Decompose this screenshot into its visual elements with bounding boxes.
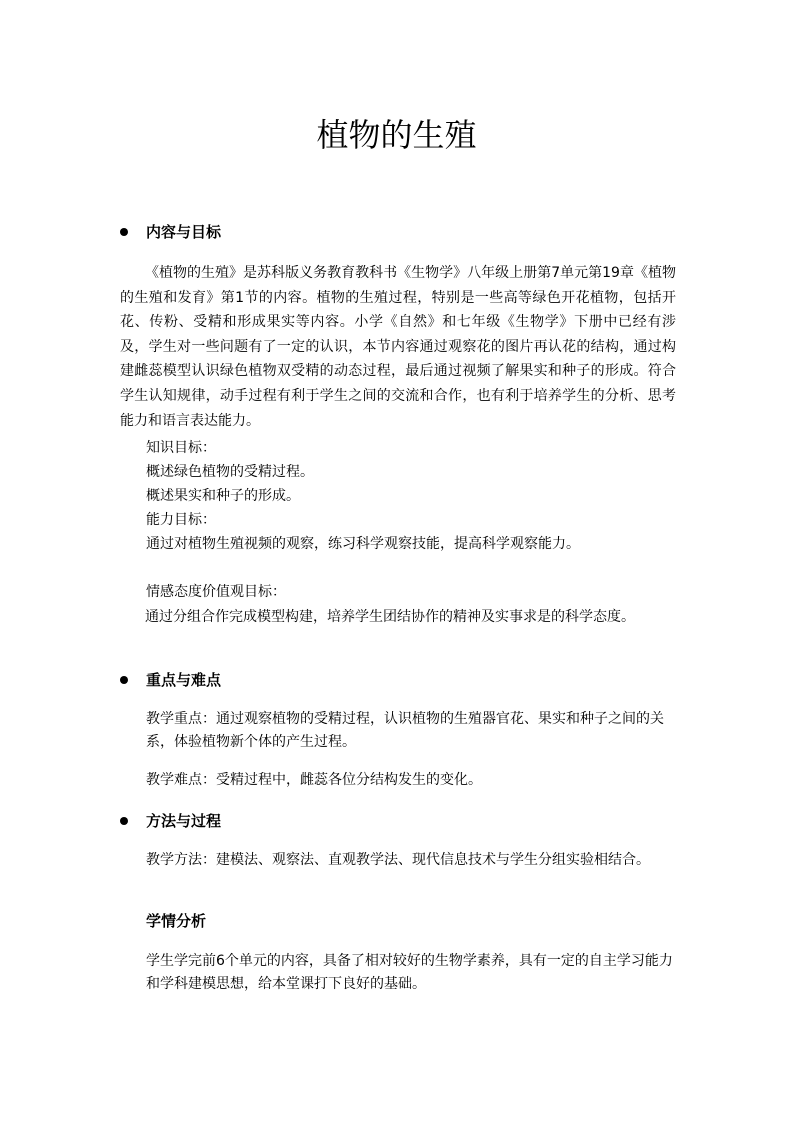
emotion-goals-label: 情感态度价值观目标： [146,584,286,600]
teaching-difficulty: 教学难点：受精过程中，雌蕊各位分结构发生的变化。 [146,772,482,788]
section-heading-methods [120,810,221,832]
knowledge-goal-2: 概述果实和种子的形成。 [146,488,300,504]
teaching-focus: 教学重点：通过观察植物的受精过程，认识植物的生殖器官花、果实和种子之间的关系，体验植物新个体的产生过程。 [146,711,664,750]
section-heading-key-points [120,669,221,691]
emotion-goal-1: 通过分组合作完成模型构建，培养学生团结协作的精神及实事求是的科学态度。 [145,609,635,625]
intro-paragraph: 《植物的生殖》是苏科版义务教育教科书《生物学》八年级上册第7单元第19章《植物的生殖和发育》第1节的内容。植物的生殖过程，特别是一些高等绿色开花植物，包括开花、传粉、受精和形成果实等内容。小学《自然》和七年级《生物学》下册中已经有涉及，学生对一些问题有了一定的认识，本节内容通过观察花的图片再认花的结构，通过构建雌蕊模型认识绿色植物双受精的动态过程，最后通过视频了解果实和种子的形成。符合学生认知规律，动手过程有利于学生之间的交流和合作，也有利于培养学生的分析、思考能力和语言表达能力。 [120,265,676,429]
section-heading-text: 重点与难点 [146,671,222,689]
bullet-icon [120,676,128,684]
teaching-methods: 教学方法：建模法、观察法、直观教学法、现代信息技术与学生分组实验相结合。 [146,852,650,868]
knowledge-goals-label: 知识目标： [146,440,216,456]
student-analysis-text: 学生学完前6个单元的内容，具备了相对较好的生物学素养，具有一定的自主学习能力和学科建模思想，给本堂课打下良好的基础。 [146,953,673,992]
student-analysis-heading: 学情分析 [146,912,207,930]
document-title: 植物的生殖 [316,116,477,154]
bullet-icon [120,228,128,236]
section-heading-text: 内容与目标 [146,223,222,241]
ability-goals-label: 能力目标： [146,512,216,528]
section-heading-text: 方法与过程 [146,812,222,830]
section-heading-content-goals [120,221,221,243]
bullet-icon [120,817,128,825]
knowledge-goal-1: 概述绿色植物的受精过程。 [146,464,314,480]
ability-goal-1: 通过对植物生殖视频的观察，练习科学观察技能，提高科学观察能力。 [146,536,580,552]
